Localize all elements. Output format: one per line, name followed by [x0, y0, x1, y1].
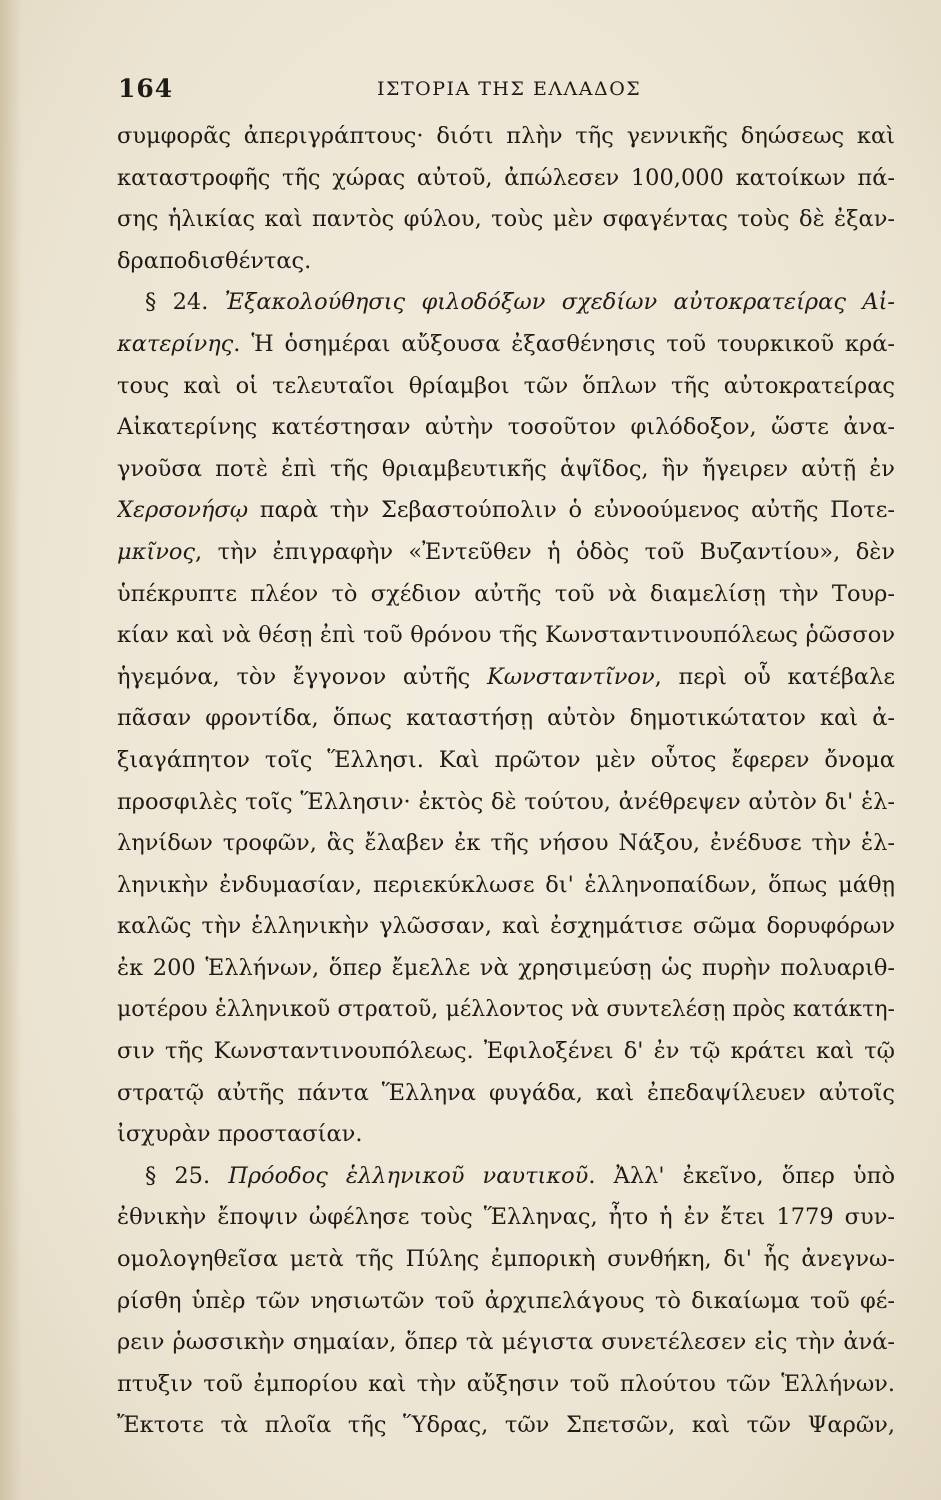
text-line — [117, 823, 895, 865]
line-text: . Ἡ ὁσημέραι αὔξουσα ἐξασθένησις τοῦ τουρκικοῦ κρά- — [233, 330, 895, 357]
text-line — [117, 282, 895, 324]
text-line — [117, 906, 895, 948]
line-text: ξιαγάπητον τοῖς Ἕλλησι. Καὶ πρῶτον μὲν οὗτος ἔφερεν ὄνομα — [117, 746, 895, 773]
line-text: ἐκ 200 Ἑλλήνων, ὅπερ ἔμελλε νὰ χρησιμεύσῃ ὡς πυρὴν πολυαριθ- — [117, 954, 895, 981]
italic-heading-text: Κωνσταντῖνον — [486, 663, 655, 690]
line-text: Αἰκατερίνης κατέστησαν αὐτὴν τοσοῦτον φιλόδοξον, ὥστε ἀνα- — [117, 414, 895, 441]
text-line — [117, 1322, 895, 1364]
line-text: , περὶ οὗ κατέβαλε — [654, 663, 895, 690]
text-line — [117, 948, 895, 990]
body-text — [117, 116, 895, 1447]
text-line — [117, 657, 895, 699]
page-number: 164 — [118, 74, 174, 103]
text-line — [117, 989, 895, 1031]
line-text: πᾶσαν φροντίδα, ὅπως καταστήσῃ αὐτὸν δημοτικώτατον καὶ ἀ- — [117, 705, 895, 732]
italic-heading-text: Πρόοδος ἑλληνικοῦ ναυτικοῦ — [228, 1162, 589, 1189]
text-line — [117, 241, 895, 283]
text-line — [117, 698, 895, 740]
line-text: § 24. — [145, 289, 225, 316]
text-line — [117, 116, 895, 158]
text-line — [117, 1239, 895, 1281]
line-text: ρειν ῥωσσικὴν σημαίαν, ὅπερ τὰ μέγιστα συνετέλεσεν εἰς τὴν ἀνά- — [117, 1329, 895, 1356]
page-header — [112, 74, 902, 104]
line-text: ὑπέκρυπτε πλέον τὸ σχέδιον αὐτῆς τοῦ νὰ διαμελίσῃ τὴν Τουρ- — [117, 580, 895, 607]
line-text: . Ἀλλ' ἐκεῖνο, ὅπερ ὑπὸ — [588, 1162, 895, 1189]
line-text: σιν τῆς Κωνσταντινουπόλεως. Ἐφιλοξένει δ' ἐν τῷ κράτει καὶ τῷ — [117, 1038, 895, 1065]
text-line — [117, 158, 895, 200]
line-text: καταστροφῆς τῆς χώρας αὐτοῦ, ἀπώλεσεν 100,000 κατοίκων πά- — [117, 164, 895, 191]
line-text: ἰσχυρὰν προστασίαν. — [117, 1121, 363, 1148]
text-line — [117, 574, 895, 616]
line-text: Ἔκτοτε τὰ πλοῖα τῆς Ὕδρας, τῶν Σπετσῶν, καὶ τῶν Ψαρῶν, — [117, 1412, 895, 1439]
line-text: ἐθνικὴν ἔποψιν ὠφέλησε τοὺς Ἕλληνας, ἦτο ἡ ἐν ἔτει 1779 συν- — [117, 1204, 895, 1231]
italic-heading-text: μκῖνος — [117, 538, 196, 565]
text-line — [117, 1156, 895, 1198]
line-text: τους καὶ οἱ τελευταῖοι θρίαμβοι τῶν ὅπλων τῆς αὐτοκρατείρας — [117, 372, 895, 399]
line-text: δραποδισθέντας. — [117, 247, 312, 274]
italic-heading-text: Ἐξακολούθησις φιλοδόξων σχεδίων αὐτοκρατείρας Αἰ- — [224, 289, 895, 316]
line-text: γνοῦσα ποτὲ ἐπὶ τῆς θριαμβευτικῆς ἁψῖδος, ἣν ἤγειρεν αὐτῇ ἐν — [117, 455, 895, 482]
line-text: κίαν καὶ νὰ θέσῃ ἐπὶ τοῦ θρόνου τῆς Κωνσταντινουπόλεως ῥῶσσον — [117, 622, 895, 649]
line-text: ρίσθη ὑπὲρ τῶν νησιωτῶν τοῦ ἀρχιπελάγους τὸ δικαίωμα τοῦ φέ- — [117, 1287, 895, 1314]
line-text: ομολογηθεῖσα μετὰ τῆς Πύλης ἐμπορικὴ συνθήκη, δι' ἧς ἀνεγνω- — [117, 1246, 895, 1273]
italic-heading-text: Χερσονήσῳ — [117, 497, 249, 524]
text-line — [117, 865, 895, 907]
text-line — [117, 1197, 895, 1239]
line-text: , τὴν ἐπιγραφὴν «Ἐντεῦθεν ἡ ὁδὸς τοῦ Βυζαντίου», δὲν — [195, 538, 895, 565]
text-line — [117, 324, 895, 366]
line-text: συμφορᾶς ἀπεριγράπτους· διότι πλὴν τῆς γεννικῆς δηώσεως καὶ — [117, 123, 895, 149]
text-line — [117, 1073, 895, 1115]
text-line — [117, 490, 895, 532]
line-text: παρὰ τὴν Σεβαστούπολιν ὁ εὐνοούμενος αὐτῆς Ποτε- — [248, 497, 895, 524]
line-text: σης ἡλικίας καὶ παντὸς φύλου, τοὺς μὲν σφαγέντας τοὺς δὲ ἐξαν- — [117, 206, 895, 233]
text-line — [117, 199, 895, 241]
line-text: § 25. — [145, 1162, 229, 1189]
text-line — [117, 782, 895, 824]
line-text: ληνίδων τροφῶν, ἃς ἔλαβεν ἐκ τῆς νήσου Νάξου, ἐνέδυσε τὴν ἑλ- — [117, 830, 895, 857]
line-text: πτυξιν τοῦ ἐμπορίου καὶ τὴν αὔξησιν τοῦ πλούτου τῶν Ἑλλήνων. — [117, 1370, 895, 1397]
text-line — [117, 532, 895, 574]
line-text: στρατῷ αὐτῆς πάντα Ἕλληνα φυγάδα, καὶ ἐπεδαψίλευεν αὐτοῖς — [117, 1079, 895, 1106]
line-text: καλῶς τὴν ἑλληνικὴν γλῶσσαν, καὶ ἐσχημάτισε σῶμα δορυφόρων — [117, 913, 895, 940]
text-line — [117, 407, 895, 449]
line-text: ἡγεμόνα, τὸν ἔγγονον αὐτῆς — [117, 663, 487, 690]
text-line — [117, 1281, 895, 1323]
line-text: ληνικὴν ἐνδυμασίαν, περιεκύκλωσε δι' ἑλληνοπαίδων, ὅπως μάθῃ — [117, 871, 895, 898]
text-line — [117, 740, 895, 782]
italic-heading-text: κατερίνης — [117, 330, 234, 357]
text-line — [117, 1114, 895, 1156]
text-line — [117, 366, 895, 408]
page-gutter-shadow — [0, 0, 22, 1500]
line-text: μοτέρου ἑλληνικοῦ στρατοῦ, μέλλοντος νὰ συντελέσῃ πρὸς κατάκτη- — [117, 997, 895, 1023]
text-line — [117, 1405, 895, 1447]
text-line — [117, 1031, 895, 1073]
line-text: προσφιλὲς τοῖς Ἕλλησιν· ἐκτὸς δὲ τούτου, ἀνέθρεψεν αὐτὸν δι' ἑλ- — [117, 788, 895, 815]
text-line — [117, 615, 895, 657]
text-line — [117, 1364, 895, 1406]
running-title: ΙΣΤΟΡΙΑ ΤΗΣ ΕΛΛΑΔΟΣ — [377, 78, 642, 100]
text-line — [117, 449, 895, 491]
